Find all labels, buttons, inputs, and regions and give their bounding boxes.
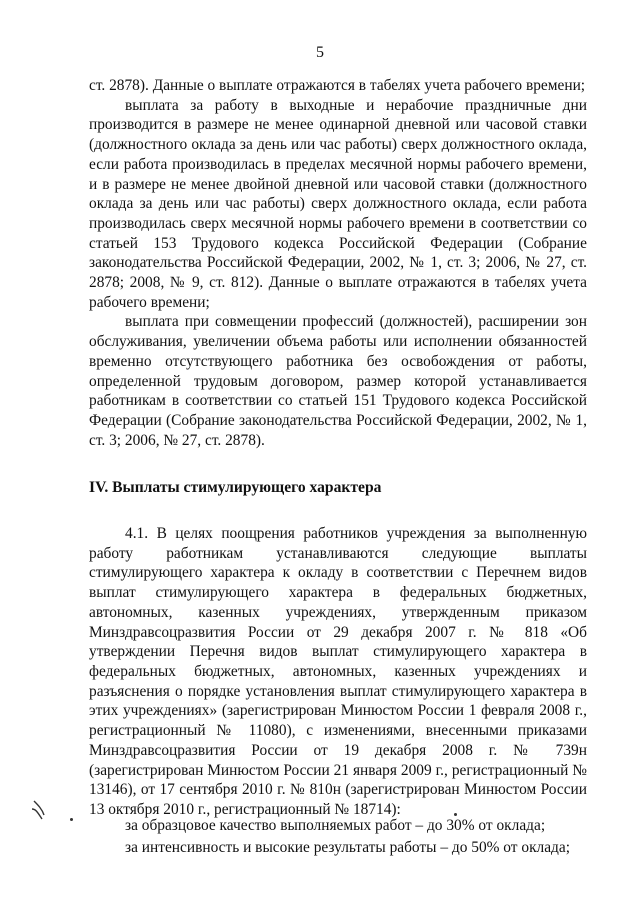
list-item: за интенсивность и высокие результаты работы – до 50% от оклада;	[125, 839, 570, 856]
document-body	[89, 76, 587, 820]
list-item: за образцовое качество выполняемых работ – до 30% от оклада;	[125, 817, 546, 834]
bonus-list	[125, 815, 595, 859]
paragraph-4-1: 4.1. В целях поощрения работников учреждения за выполненную работу работникам устанавливаются следующие выплаты стимулирующего характера к окладу в соответствии с Перечнем видов выплат стимулирующего характера в федеральных бюджетных, автономных, казенных учреждениях, утвержденным приказом Минздравсоцразвития России от 29 декабря 2007 г. № 818 «Об утверждении Перечня видов выплат стимулирующего характера в федеральных бюджетных, автономных, казенных учреждениях и разъяснения о порядке установления выплат стимулирующего характера в этих учреждениях» (зарегистрирован Минюстом России 1 февраля 2008 г., регистрационный № 11080), с изменениями, внесенными приказами Минздравсоцразвития России от 19 декабря 2008 г. № 739н (зарегистрирован Минюстом России 21 января 2009 г., регистрационный № 13146), от 17 сентября 2010 г. № 810н (зарегистрирован Минюстом России 13 октября 2010 г., регистрационный № 18714):	[89, 525, 587, 818]
scan-speck	[454, 813, 457, 816]
page-number: 5	[316, 44, 324, 61]
pen-mark-icon	[28, 795, 68, 825]
paragraph-combination-pay: выплата при совмещении профессий (должностей), расширении зон обслуживания, увеличении объема работы или исполнении обязанностей временно отсутствующего работника без освобождения от работы, определенной трудовым договором, размер которой устанавливается работникам в соответствии со статьей 151 Трудового кодекса Российской Федерации (Собрание законодательства Российской Федерации, 2002, № 1, ст. 3; 2006, № 27, ст. 2878).	[89, 313, 587, 449]
section-heading: IV. Выплаты стимулирующего характера	[89, 479, 382, 497]
paragraph-continuation: ст. 2878). Данные о выплате отражаются в табелях учета рабочего времени;	[89, 77, 586, 94]
scan-speck	[70, 818, 73, 821]
paragraph-weekend-pay: выплата за работу в выходные и нерабочие праздничные дни производится в размере не менее одинарной дневной или часовой ставки (должностного оклада за день или час работы) сверх должностного оклада, если работа производилась в пределах месячной нормы рабочего времени, и в размере не менее двойной дневной или часовой ставки (должностного оклада за день или час работы) сверх должностного оклада, если работа производилась сверх месячной нормы рабочего времени в соответствии со статьей 153 Трудового кодекса Российской Федерации (Собрание законодательства Российской Федерации, 2002, № 1, ст. 3; 2006, № 27, ст. 2878; 2008, № 9, ст. 812). Данные о выплате отражаются в табелях учета рабочего времени;	[89, 96, 587, 311]
